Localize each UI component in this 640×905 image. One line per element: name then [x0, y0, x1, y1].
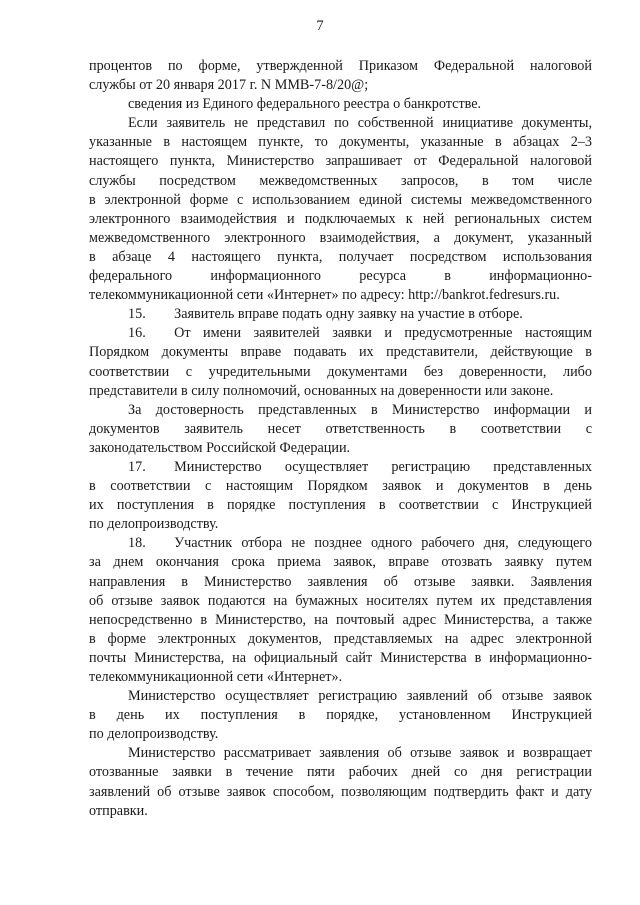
- text-line: За достоверность представленных в Министерство информации и: [128, 401, 592, 418]
- text-line: 17. Министерство осуществляет регистрацию представленных: [128, 458, 592, 475]
- text-line: межведомственного электронного взаимодействия, а документ, указанный: [89, 229, 592, 246]
- paragraph: [89, 458, 592, 534]
- page-number: 7: [316, 18, 324, 34]
- text-line: указанные в настоящем пункте, то документы, указанные в абзацах 2–3: [89, 134, 592, 151]
- text-line: по делопроизводству.: [89, 516, 219, 533]
- text-line: Министерство рассматривает заявления об отзыве заявок и возвращает: [128, 745, 592, 762]
- text-line: Если заявитель не представил по собственной инициативе документы,: [128, 115, 592, 132]
- text-line: в абзаце 4 настоящего пункта, получает посредством использования: [89, 248, 592, 265]
- paragraph: [89, 57, 592, 95]
- text-line: документов заявитель несет ответственность в соответствии с: [89, 420, 592, 437]
- text-line: соответствии с учредительными документами без доверенности, либо: [89, 363, 592, 380]
- text-line: электронного взаимодействия и подключаемых к ней региональных систем: [89, 210, 592, 227]
- paragraph: [89, 114, 592, 305]
- text-line: службы от 20 января 2017 г. N ММВ-7-8/20@;: [89, 77, 369, 94]
- paragraph: [89, 324, 592, 400]
- text-line: в соответствии с настоящим Порядком заявок и документов в день: [89, 478, 592, 495]
- text-line: 15. Заявитель вправе подать одну заявку на участие в отборе.: [128, 306, 523, 323]
- text-line: в день их поступления в порядке, установленном Инструкцией: [89, 707, 592, 724]
- text-line: настоящего пункта, Министерство запрашивает от Федеральной налоговой: [89, 153, 592, 170]
- text-line: их поступления в порядке поступления в соответствии с Инструкцией: [89, 497, 592, 514]
- text-line: отправки.: [89, 802, 148, 819]
- text-line: непосредственно в Министерство, на почтовый адрес Министерства, а также: [89, 611, 592, 628]
- text-line: телекоммуникационной сети «Интернет».: [89, 669, 343, 685]
- text-line: об отзыве заявок подаются на бумажных носителях путем их представления: [89, 592, 592, 609]
- text-line: в электронной форме с использованием единой системы межведомственного: [89, 191, 592, 208]
- text-line: отозванные заявки в течение пяти рабочих дней со дня регистрации: [89, 764, 592, 781]
- text-line: 16. От имени заявителей заявки и предусмотренные настоящим: [128, 325, 592, 342]
- paragraph: [89, 401, 592, 458]
- paragraph: [89, 534, 592, 687]
- text-line: законодательством Российской Федерации.: [89, 439, 351, 456]
- text-line: федерального информационного ресурса в информационно-: [89, 268, 592, 285]
- paragraph: [89, 687, 592, 744]
- text-line: процентов по форме, утвержденной Приказом Федеральной налоговой: [89, 58, 592, 74]
- text-line: по делопроизводству.: [89, 726, 219, 743]
- document-body: [89, 57, 592, 821]
- text-line: сведения из Единого федерального реестра о банкротстве.: [128, 96, 482, 113]
- text-line: почты Министерства, на официальный сайт Министерства в информационно-: [89, 649, 592, 666]
- text-line: в форме электронных документов, представляемых на адрес электронной: [89, 630, 592, 647]
- paragraph: [89, 744, 592, 820]
- text-line: телекоммуникационной сети «Интернет» по адресу: http://bankrot.fedresurs.ru.: [89, 287, 560, 304]
- paragraph: [89, 305, 592, 324]
- text-line: службы посредством межведомственных запросов, в том числе: [89, 172, 592, 189]
- text-line: Министерство осуществляет регистрацию заявлений об отзыве заявок: [128, 688, 592, 705]
- text-line: 18. Участник отбора не позднее одного рабочего дня, следующего: [128, 535, 592, 552]
- text-line: направления в Министерство заявления об отзыве заявки. Заявления: [89, 573, 592, 590]
- text-line: за днем окончания срока приема заявок, вправе отозвать заявку путем: [89, 554, 592, 571]
- paragraph: [89, 95, 592, 114]
- text-line: Порядком документы вправе подавать их представители, действующие в: [89, 344, 592, 361]
- text-line: представители в силу полномочий, основанных на доверенности или законе.: [89, 382, 554, 399]
- text-line: заявлений об отзыве заявок способом, позволяющим подтвердить факт и дату: [89, 783, 592, 800]
